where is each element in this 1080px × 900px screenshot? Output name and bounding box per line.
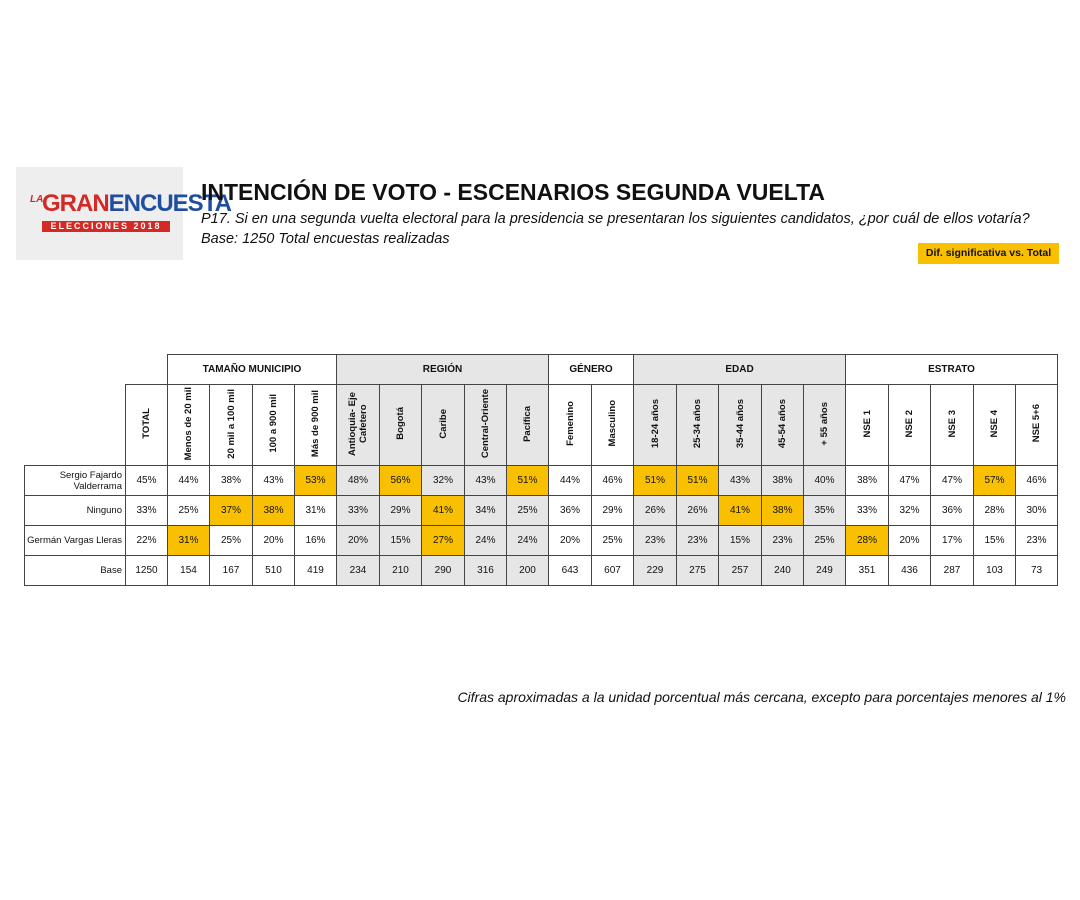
table-cell: 34% <box>465 496 507 526</box>
table-cell: 436 <box>889 556 931 586</box>
column-header-label: NSE 4 <box>989 409 1000 438</box>
column-header-label: NSE 2 <box>904 409 915 438</box>
table-cell: 38% <box>210 466 253 496</box>
column-header <box>253 385 295 466</box>
column-header-label: Más de 900 mil <box>310 389 321 458</box>
table-cell: 48% <box>337 466 380 496</box>
column-header <box>1016 385 1058 466</box>
significant-cell: 41% <box>719 496 762 526</box>
row-label: Sergio Fajardo Valderrama <box>25 466 126 496</box>
group-region: REGIÓN <box>337 355 549 385</box>
significant-cell: 41% <box>422 496 465 526</box>
logo-brand-b: ENCUESTA <box>108 190 231 217</box>
footnote: Cifras aproximadas a la unidad porcentual más cercana, excepto para porcentajes menores al 1% <box>457 689 1066 705</box>
table-cell: 47% <box>889 466 931 496</box>
table-cell: 33% <box>846 496 889 526</box>
column-header <box>592 385 634 466</box>
column-header-label: Caribe <box>437 408 449 439</box>
table-cell: 15% <box>719 526 762 556</box>
column-header <box>295 385 337 466</box>
base-note: Base: 1250 Total encuestas realizadas <box>201 231 450 247</box>
survey-question: P17. Si en una segunda vuelta electoral para la presidencia se presentaran los siguientes candidatos, ¿por cuál de ellos votaría? <box>201 211 1030 227</box>
table-cell: 46% <box>1016 466 1058 496</box>
column-header <box>422 385 465 466</box>
significance-legend: Dif. significativa vs. Total <box>918 243 1059 264</box>
row-label-header <box>25 385 126 466</box>
logo-subtitle: ELECCIONES 2018 <box>42 221 170 232</box>
column-header-label: Pacífica <box>522 405 533 442</box>
table-cell: 275 <box>677 556 719 586</box>
column-header-label: NSE 1 <box>861 409 873 438</box>
significant-cell: 51% <box>634 466 677 496</box>
column-header <box>337 385 380 466</box>
significant-cell: 28% <box>846 526 889 556</box>
significant-cell: 53% <box>295 466 337 496</box>
column-header <box>380 385 422 466</box>
column-header-label: Central-Oriente <box>480 388 491 459</box>
column-header <box>889 385 931 466</box>
column-header-label: 45-54 años <box>777 398 788 449</box>
corner-cell <box>25 355 168 385</box>
column-header-label: 20 mil a 100 mil <box>225 388 237 459</box>
column-header <box>677 385 719 466</box>
column-header-label: 18-24 años <box>649 398 661 449</box>
table-cell: 24% <box>465 526 507 556</box>
page-title: INTENCIÓN DE VOTO - ESCENARIOS SEGUNDA VUELTA <box>201 179 826 205</box>
table-cell: 210 <box>380 556 422 586</box>
table-cell: 607 <box>592 556 634 586</box>
table-cell: 23% <box>677 526 719 556</box>
group-tamano-municipio: TAMAÑO MUNICIPIO <box>168 355 337 385</box>
column-header <box>507 385 549 466</box>
table-cell: 47% <box>931 466 974 496</box>
table-cell: 287 <box>931 556 974 586</box>
column-header-row <box>25 385 1058 466</box>
column-header <box>762 385 804 466</box>
table-cell: 33% <box>126 496 168 526</box>
significant-cell: 27% <box>422 526 465 556</box>
group-genero: GÉNERO <box>549 355 634 385</box>
column-header <box>719 385 762 466</box>
column-header <box>168 385 210 466</box>
row-label: Ninguno <box>25 496 126 526</box>
table-cell: 234 <box>337 556 380 586</box>
significant-cell: 37% <box>210 496 253 526</box>
table-cell: 43% <box>465 466 507 496</box>
table-cell: 46% <box>592 466 634 496</box>
table-cell: 33% <box>337 496 380 526</box>
group-estrato: ESTRATO <box>846 355 1058 385</box>
column-header-label: TOTAL <box>141 408 152 439</box>
table-cell: 25% <box>507 496 549 526</box>
table-cell: 25% <box>804 526 846 556</box>
table-cell: 257 <box>719 556 762 586</box>
column-header <box>210 385 253 466</box>
table-cell: 510 <box>253 556 295 586</box>
table-cell: 351 <box>846 556 889 586</box>
column-header <box>465 385 507 466</box>
table-row <box>25 526 1058 556</box>
table-cell: 23% <box>634 526 677 556</box>
table-cell: 154 <box>168 556 210 586</box>
table-cell: 103 <box>974 556 1016 586</box>
gran-encuesta-logo <box>16 167 231 260</box>
table-cell: 15% <box>380 526 422 556</box>
table-cell: 36% <box>931 496 974 526</box>
table-cell: 25% <box>592 526 634 556</box>
table-cell: 419 <box>295 556 337 586</box>
table-row <box>25 496 1058 526</box>
table-cell: 24% <box>507 526 549 556</box>
significant-cell: 31% <box>168 526 210 556</box>
column-header <box>126 385 168 466</box>
table-cell: 316 <box>465 556 507 586</box>
column-header <box>931 385 974 466</box>
column-header-label: 35-44 años <box>734 398 746 449</box>
significant-cell: 57% <box>974 466 1016 496</box>
significant-cell: 51% <box>677 466 719 496</box>
table-cell: 32% <box>422 466 465 496</box>
table-cell: 25% <box>168 496 210 526</box>
significant-cell: 56% <box>380 466 422 496</box>
table-cell: 29% <box>592 496 634 526</box>
table-cell: 229 <box>634 556 677 586</box>
table-cell: 200 <box>507 556 549 586</box>
column-header <box>634 385 677 466</box>
table-cell: 43% <box>253 466 295 496</box>
column-header-label: 100 a 900 mil <box>268 394 279 453</box>
table-cell: 26% <box>634 496 677 526</box>
column-header-label: NSE 3 <box>946 409 958 438</box>
table-cell: 44% <box>549 466 592 496</box>
table-cell: 38% <box>846 466 889 496</box>
table-cell: 23% <box>762 526 804 556</box>
table-cell: 643 <box>549 556 592 586</box>
results-table <box>24 354 1058 586</box>
table-cell: 43% <box>719 466 762 496</box>
table-cell: 249 <box>804 556 846 586</box>
table-cell: 240 <box>762 556 804 586</box>
table-cell: 32% <box>889 496 931 526</box>
table-cell: 20% <box>549 526 592 556</box>
table-cell: 45% <box>126 466 168 496</box>
table-cell: 38% <box>762 466 804 496</box>
column-header <box>846 385 889 466</box>
table-cell: 16% <box>295 526 337 556</box>
table-cell: 29% <box>380 496 422 526</box>
table-cell: 22% <box>126 526 168 556</box>
table-cell: 26% <box>677 496 719 526</box>
column-header <box>804 385 846 466</box>
column-header-label: Bogotá <box>395 407 406 440</box>
column-header-label: Femenino <box>564 401 576 446</box>
table-cell: 23% <box>1016 526 1058 556</box>
table-cell: 36% <box>549 496 592 526</box>
column-header <box>974 385 1016 466</box>
table-cell: 28% <box>974 496 1016 526</box>
logo-brand-a: GRAN <box>42 190 109 217</box>
column-header-label: Masculino <box>607 400 618 447</box>
significant-cell: 38% <box>253 496 295 526</box>
table-cell: 20% <box>253 526 295 556</box>
table-cell: 44% <box>168 466 210 496</box>
table-cell: 1250 <box>126 556 168 586</box>
table-cell: 20% <box>889 526 931 556</box>
group-header-row <box>25 355 1058 385</box>
table-cell: 35% <box>804 496 846 526</box>
column-header <box>549 385 592 466</box>
table-row <box>25 556 1058 586</box>
table-cell: 290 <box>422 556 465 586</box>
significant-cell: 51% <box>507 466 549 496</box>
table-cell: 73 <box>1016 556 1058 586</box>
table-cell: 30% <box>1016 496 1058 526</box>
row-label: Base <box>25 556 126 586</box>
group-edad: EDAD <box>634 355 846 385</box>
column-header-label: Menos de 20 mil <box>183 386 194 461</box>
column-header-label: Antioquia- Eje Cafetero <box>347 391 369 456</box>
significant-cell: 38% <box>762 496 804 526</box>
table-cell: 17% <box>931 526 974 556</box>
row-label: Germán Vargas Lleras <box>25 526 126 556</box>
table-cell: 20% <box>337 526 380 556</box>
column-header-label: 25-34 años <box>692 398 703 449</box>
logo-small-text: LA <box>30 194 44 205</box>
table-cell: 15% <box>974 526 1016 556</box>
table-row <box>25 466 1058 496</box>
column-header-label: + 55 años <box>819 401 830 446</box>
table-cell: 167 <box>210 556 253 586</box>
table-cell: 31% <box>295 496 337 526</box>
table-cell: 40% <box>804 466 846 496</box>
column-header-label: NSE 5+6 <box>1031 404 1042 443</box>
table-cell: 25% <box>210 526 253 556</box>
